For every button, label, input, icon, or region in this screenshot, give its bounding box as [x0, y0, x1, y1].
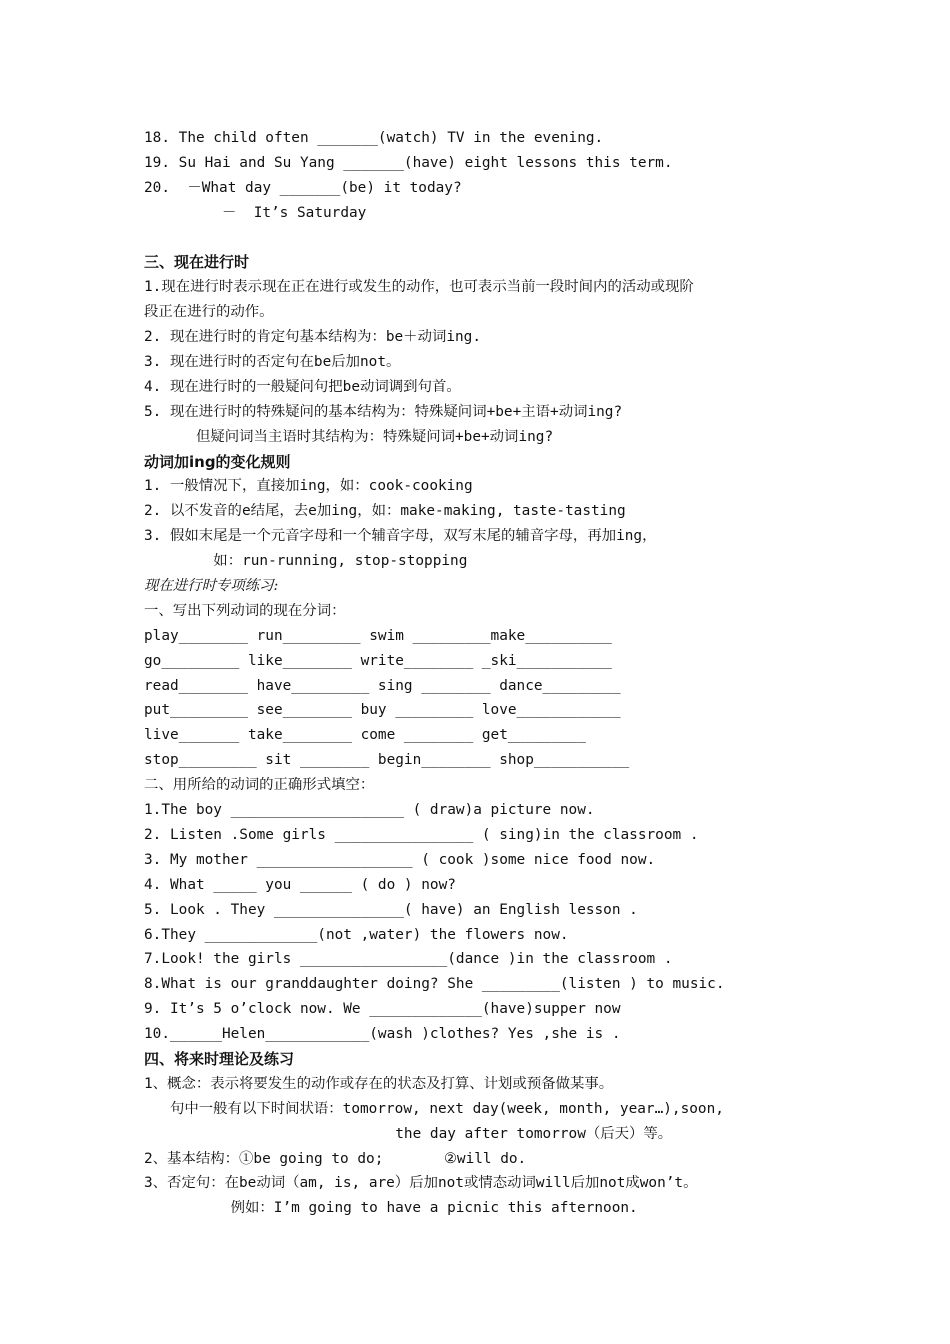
future-tense-line: 3、否定句：在be动词（am, is, are）后加not或情态动词will后加not成won’t。: [144, 1175, 698, 1192]
ing-rule-line: 1. 一般情况下，直接加ing，如：cook-cooking: [144, 478, 473, 495]
verb-row: play________ run_________ swim _________make__________: [144, 627, 612, 644]
verb-row: go_________ like________ write________ _ski___________: [144, 652, 612, 669]
future-tense-line: 例如：I’m going to have a picnic this afternoon.: [144, 1200, 638, 1217]
rule-line: 但疑问词当主语时其结构为：特殊疑问词+be+动词ing?: [144, 428, 554, 445]
fill-in-row: 3. My mother __________________ ( cook )some nice food now.: [144, 851, 656, 868]
verb-row: stop_________ sit ________ begin________ shop___________: [144, 752, 630, 769]
practice-title: 现在进行时专项练习:: [144, 578, 279, 595]
rule-line: 5. 现在进行时的特殊疑问的基本结构为：特殊疑问词+be+主语+动词ing?: [144, 403, 623, 420]
exercise-line-18: 18. The child often _______(watch) TV in the evening.: [144, 130, 604, 146]
fill-in-row: 1.The boy ____________________ ( draw)a picture now.: [144, 802, 595, 819]
document-page: [144, 126, 824, 1221]
fill-in-row: 4. What _____ you ______ ( do ) now?: [144, 876, 456, 893]
exercise-line-20-answer: － It’s Saturday: [144, 204, 367, 221]
rule-line: 4. 现在进行时的一般疑问句把be动词调到句首。: [144, 378, 461, 395]
verb-row: live_______ take________ come ________ get_________: [144, 727, 586, 744]
exercise-line-20: 20. －What day _______(be) it today?: [144, 179, 462, 196]
future-tense-line: 1、概念：表示将要发生的动作或存在的状态及打算、计划或预备做某事。: [144, 1075, 614, 1092]
section-4-title: 四、将来时理论及练习: [144, 1049, 295, 1068]
future-tense-line: the day after tomorrow（后天）等。: [144, 1125, 673, 1142]
ing-rule-line: 2. 以不发音的e结尾，去e加ing，如：make-making, taste-tasting: [144, 503, 626, 520]
part1-title: 一、写出下列动词的现在分词：: [144, 602, 346, 619]
ing-rule-line: 如：run-running, stop-stopping: [144, 553, 468, 570]
fill-in-row: 5. Look . They _______________( have) an English lesson .: [144, 901, 638, 918]
spacer: [144, 226, 824, 251]
fill-in-row: 7.Look! the girls _________________(dance )in the classroom .: [144, 951, 673, 968]
fill-in-row: 10.______Helen____________(wash )clothes? Yes ,she is .: [144, 1026, 621, 1043]
fill-in-row: 2. Listen .Some girls ________________ ( sing)in the classroom .: [144, 826, 699, 843]
fill-in-row: 8.What is our granddaughter doing? She _________(listen ) to music.: [144, 976, 725, 993]
rule-line: 段正在进行的动作。: [144, 304, 274, 321]
fill-in-row: 6.They _____________(not ,water) the flowers now.: [144, 926, 569, 943]
rule-line: 3. 现在进行时的否定句在be后加not。: [144, 354, 401, 371]
verb-row: read________ have_________ sing ________ dance_________: [144, 677, 621, 694]
fill-in-row: 9. It’s 5 o’clock now. We _____________(have)supper now: [144, 1001, 621, 1018]
verb-row: put_________ see________ buy _________ love____________: [144, 702, 621, 719]
future-tense-line: 2、基本结构：①be going to do; ②will do.: [144, 1150, 527, 1167]
exercise-line-19: 19. Su Hai and Su Yang _______(have) eight lessons this term.: [144, 154, 673, 171]
future-tense-line: 句中一般有以下时间状语：tomorrow, next day(week, month, year…),soon,: [144, 1100, 724, 1117]
ing-rules-title: 动词加ing的变化规则: [144, 452, 291, 471]
section-3-title: 三、现在进行时: [144, 253, 250, 272]
rule-line: 2. 现在进行时的肯定句基本结构为：be＋动词ing.: [144, 329, 482, 346]
ing-rule-line: 3. 假如末尾是一个元音字母和一个辅音字母，双写末尾的辅音字母，再加ing，: [144, 528, 657, 545]
rule-line: 1.现在进行时表示现在正在进行或发生的动作，也可表示当前一段时间内的活动或现阶: [144, 279, 694, 296]
part2-title: 二、用所给的动词的正确形式填空：: [144, 777, 375, 794]
